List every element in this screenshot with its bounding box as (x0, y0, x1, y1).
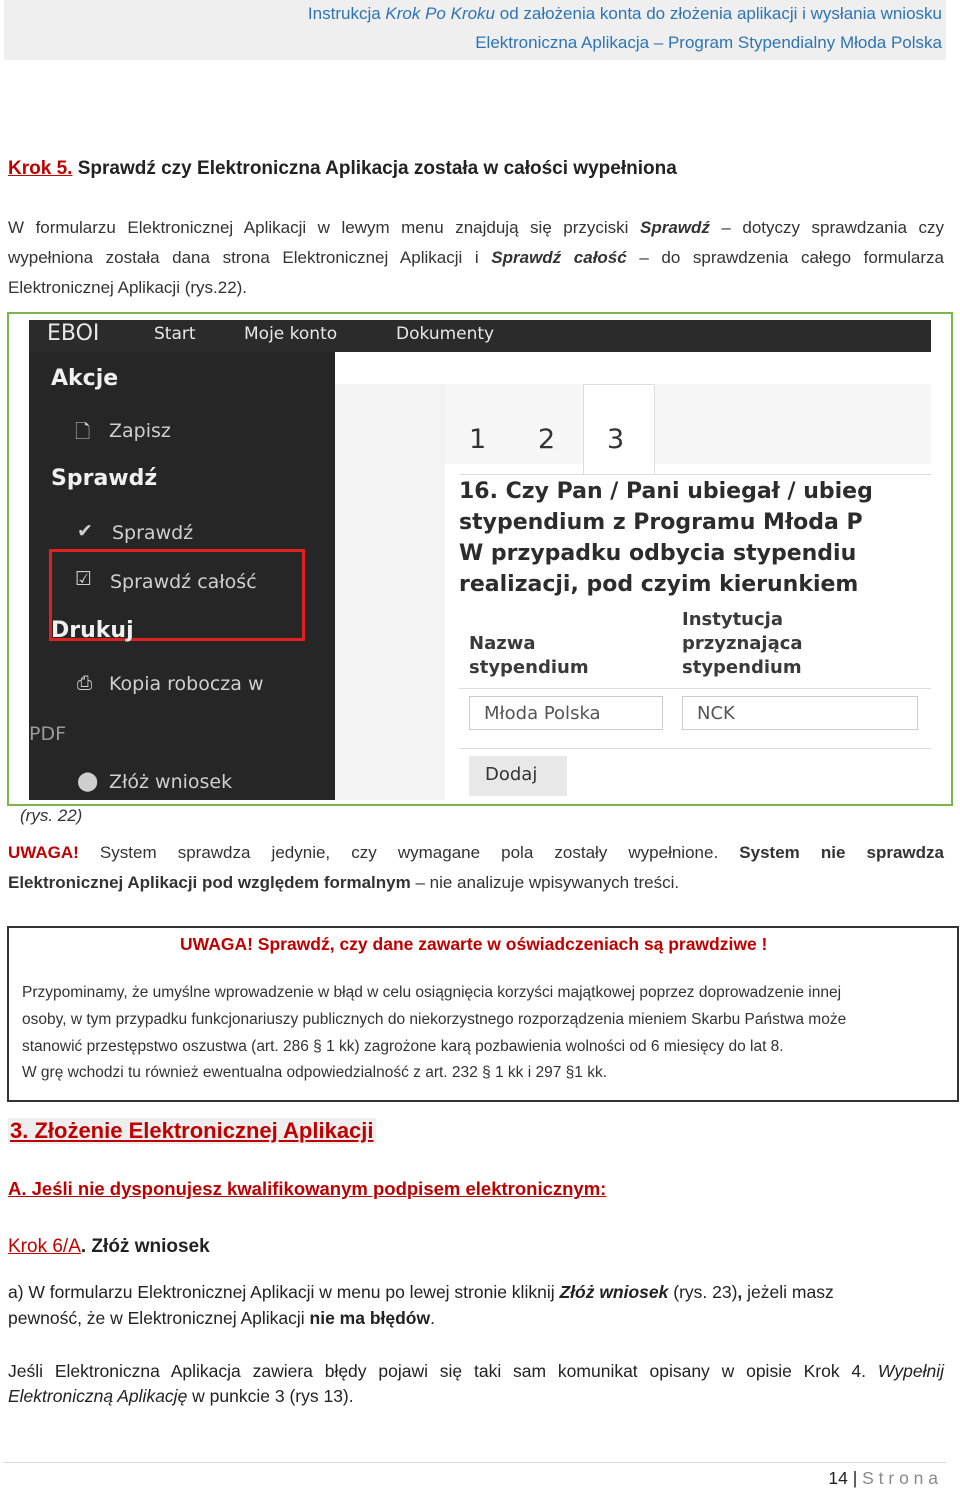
warning1-label: UWAGA! (8, 843, 79, 862)
sidebar-save[interactable]: Zapisz (109, 420, 171, 442)
header-suffix: od założenia konta do złożenia aplikacji i wysłania wniosku (495, 4, 942, 23)
column-header-name (469, 632, 589, 680)
warning1-text-2: – nie analizuje wpisywanych treści. (410, 873, 680, 892)
step5-heading (8, 158, 677, 180)
nav-start[interactable]: Start (154, 324, 196, 344)
pa-comma: , (737, 1282, 743, 1302)
warning1-text-1: System sprawdza jedynie, czy wymagane pola zostały wypełnione. (78, 843, 740, 862)
intro-text-2: – dotyczy sprawdzania czy (709, 218, 944, 237)
box-title: UWAGA! Sprawdź, czy dane zawarte w oświadczeniach są prawdziwe ! (180, 934, 768, 954)
page-footer (828, 1468, 938, 1489)
pb-text-2: w punkcie 3 (rys 13). (187, 1386, 354, 1406)
main-content (335, 352, 931, 800)
main-gutter (335, 384, 445, 800)
sidebar-check[interactable]: Sprawdź (112, 522, 194, 544)
sidebar-check-all[interactable]: Sprawdź całość (110, 571, 257, 593)
sidebar-actions-heading: Akcje (51, 366, 119, 391)
sidebar-print-heading: Drukuj (51, 618, 134, 643)
col-name-line-2: stypendium (469, 657, 589, 678)
add-button[interactable]: Dodaj (469, 756, 567, 796)
sidebar-submit[interactable]: Złóż wniosek (109, 771, 233, 793)
app-screenshot (29, 320, 931, 800)
pdf-icon: ⎙ (77, 672, 93, 694)
header-divider (459, 688, 931, 689)
nav-my-account[interactable]: Moje konto (244, 324, 338, 344)
tab-1[interactable]: 1 (469, 424, 487, 455)
pa-text-2: (rys. 23) (668, 1282, 738, 1302)
col-inst-line-2: przyznająca (682, 633, 803, 654)
column-header-institution (682, 608, 803, 680)
step5-label: Krok 5. (8, 158, 73, 179)
brand-logo: EBOI (47, 321, 100, 346)
figure-caption: (rys. 22) (20, 806, 83, 825)
tab-3[interactable]: 3 (607, 424, 625, 455)
header-line-2: Elektroniczna Aplikacja – Program Stypendialny Młoda Polska (475, 33, 942, 52)
pa-bold-1: Złóż wniosek (559, 1282, 669, 1302)
page-header (4, 0, 946, 60)
intro-line-1 (8, 213, 944, 243)
sidebar-draft[interactable]: Kopia robocza w (109, 673, 264, 695)
warning1-bold-2: Elektronicznej Aplikacji pod względem formalnym (8, 873, 411, 892)
checkbox-icon: ☑ (75, 568, 93, 590)
footer-divider (4, 1462, 946, 1463)
tab-2[interactable]: 2 (538, 424, 556, 455)
tab-divider (459, 474, 931, 475)
pa-bold-2: nie ma błędów (309, 1308, 431, 1328)
warning1-line-1 (8, 838, 944, 868)
pa-line-1 (8, 1282, 834, 1303)
col-name-line-1: Nazwa (469, 633, 536, 654)
col-inst-line-3: stypendium (682, 657, 802, 678)
col-inst-line-1: Instytucja (682, 609, 783, 630)
row-divider (459, 748, 931, 749)
box-line-2: osoby, w tym przypadku funkcjonariuszy publicznych do niekorzystnego rozporządzenia mieniem Skarbu Państwa może (22, 1011, 847, 1028)
question-line-4: realizacji, pod czyim kierunkiem (459, 572, 859, 597)
floppy-icon: 🗋 (75, 421, 91, 443)
step6-label: Krok 6/A (8, 1236, 81, 1257)
step6-title: . Złóż wniosek (80, 1236, 210, 1257)
step6-heading (8, 1236, 210, 1258)
intro-text-1: W formularzu Elektronicznej Aplikacji w lewym menu znajdują się przyciski (8, 218, 640, 237)
intro-bold-1: Sprawdź (639, 218, 710, 237)
scholarship-name-field[interactable]: Młoda Polska (469, 696, 663, 730)
checkmark-icon: ✔ (77, 520, 93, 542)
sidebar (29, 352, 335, 800)
warning1-bold-1: System nie sprawdza (739, 843, 944, 862)
box-line-1: Przypominamy, że umyślne wprowadzenie w błąd w celu osiągnięcia korzyści majątkowej poprzez doprowadzenie innej (22, 984, 842, 1001)
intro-bold-2: Sprawdź całość (491, 248, 627, 267)
pb-line-1 (8, 1356, 944, 1386)
submit-icon: ⬤ (77, 770, 99, 792)
institution-field[interactable]: NCK (682, 696, 918, 730)
intro-text-3: wypełniona została dana strona Elektronicznej Aplikacji i (8, 248, 492, 267)
pa-line-2 (8, 1308, 435, 1329)
section-a-heading: A. Jeśli nie dysponujesz kwalifikowanym podpisem elektronicznym: (8, 1178, 607, 1199)
intro-text-4: – do sprawdzenia całego formularza (626, 248, 944, 267)
pb-italic-2: Elektroniczną Aplikację (8, 1386, 188, 1406)
sidebar-check-heading: Sprawdź (51, 466, 158, 491)
page-number: 14 (828, 1468, 848, 1488)
warning1-line-2 (8, 868, 944, 898)
step5-title: Sprawdź czy Elektroniczna Aplikacja została w całości wypełniona (72, 158, 677, 179)
pa-text-1: a) W formularzu Elektronicznej Aplikacji w menu po lewej stronie kliknij (8, 1282, 560, 1302)
question-line-1: 16. Czy Pan / Pani ubiegał / ubieg (459, 479, 873, 504)
box-line-4: W grę wchodzi tu również ewentualna odpowiedzialność z art. 232 § 1 kk i 297 §1 kk. (22, 1064, 608, 1081)
section-3-heading: 3. Złożenie Elektronicznej Aplikacji (10, 1118, 374, 1143)
question-line-2: stypendium z Programu Młoda P (459, 510, 863, 535)
tabs-background (445, 384, 931, 464)
nav-documents[interactable]: Dokumenty (396, 324, 495, 344)
header-prefix: Instrukcja (307, 4, 386, 23)
pb-line-2 (8, 1386, 354, 1407)
box-line-3: stanowić przestępstwo oszustwa (art. 286 § 1 kk) zagrożone karą pozbawienia wolności od 6 miesięcy do lat 8. (22, 1038, 784, 1055)
pb-italic-1: Wypełnij (877, 1361, 944, 1381)
pa-text-5: . (430, 1308, 435, 1328)
app-topbar (29, 320, 931, 352)
header-line-1 (308, 4, 942, 24)
footer-label: S t r o n a (862, 1468, 938, 1488)
pa-text-4: pewność, że w Elektronicznej Aplikacji (8, 1308, 310, 1328)
intro-line-3: Elektronicznej Aplikacji (rys.22). (8, 278, 248, 297)
sidebar-draft-pdf[interactable]: PDF (29, 723, 67, 745)
question-line-3: W przypadku odbycia stypendiu (459, 541, 857, 566)
intro-line-2 (8, 243, 944, 273)
footer-separator: | (852, 1468, 858, 1488)
pb-text-1: Jeśli Elektroniczna Aplikacja zawiera błędy pojawi się taki sam komunikat opisany w opisie Krok 4. (8, 1361, 878, 1381)
pa-text-3: jeżeli masz (742, 1282, 834, 1302)
header-italic: Krok Po Kroku (385, 4, 496, 23)
